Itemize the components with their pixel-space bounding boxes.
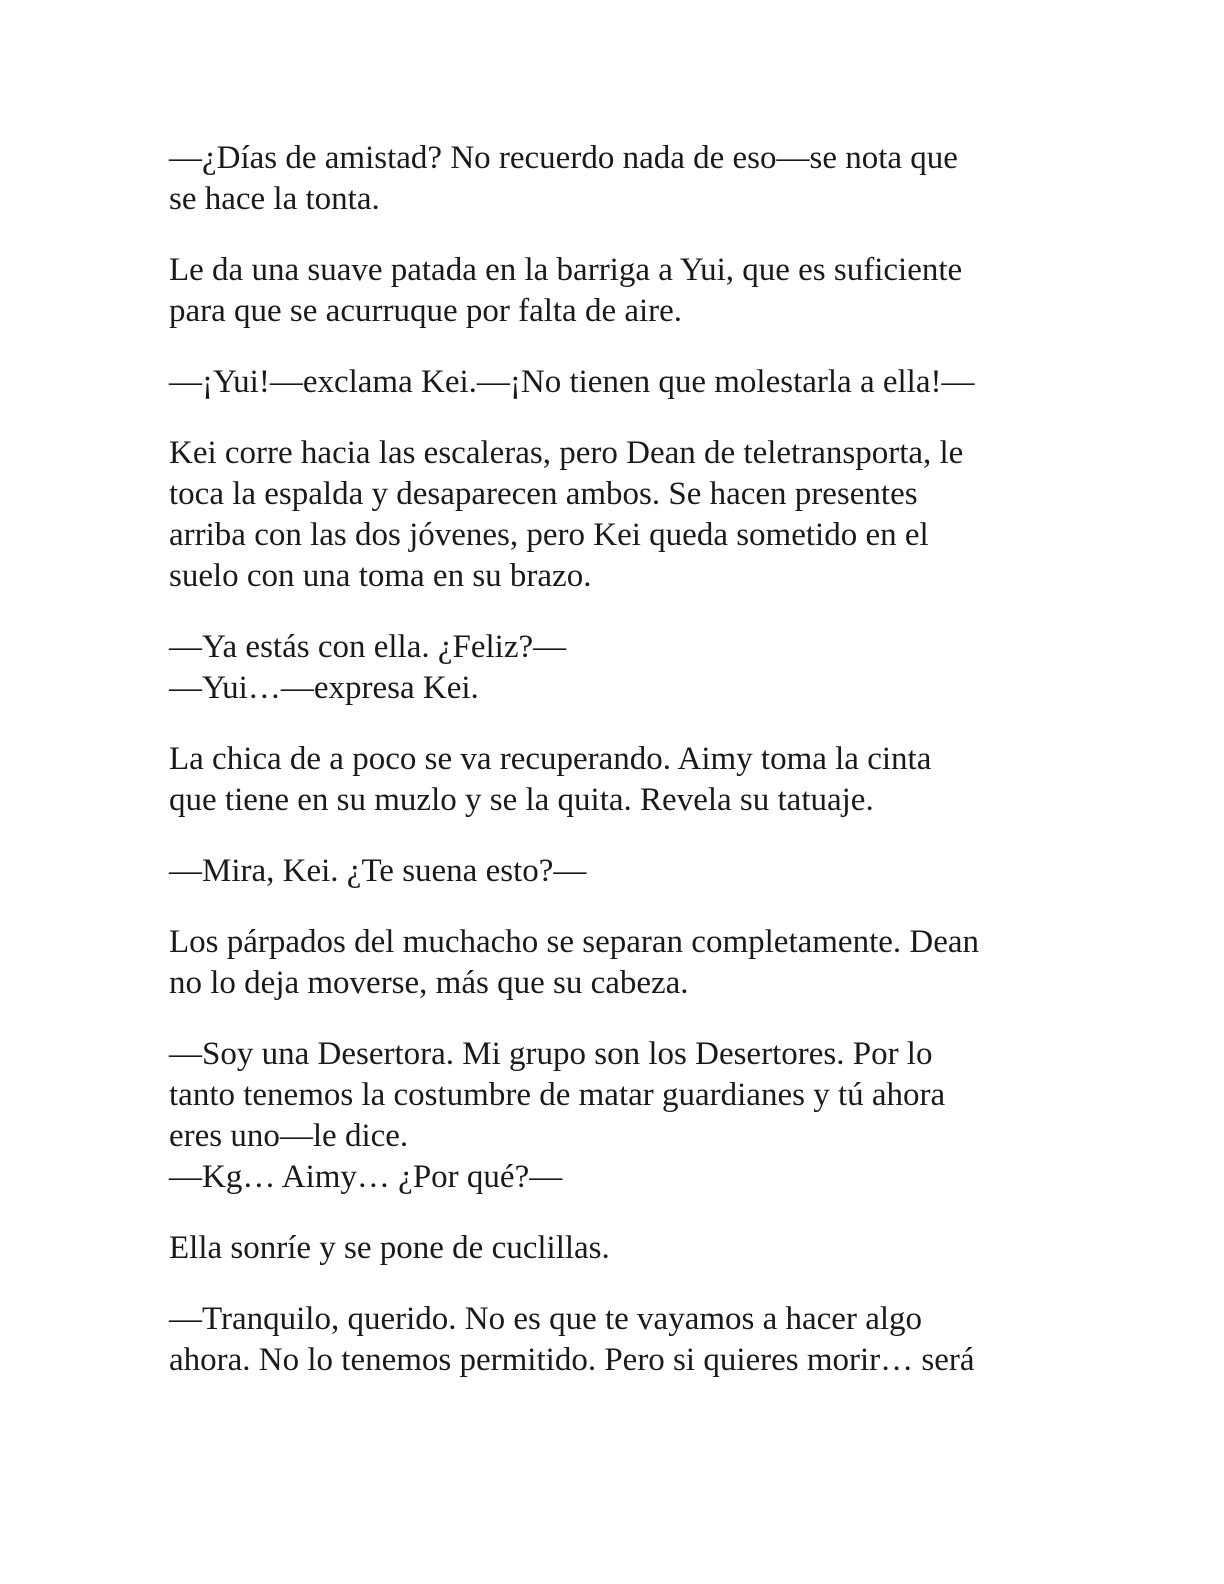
- text-line: suelo con una toma en su brazo.: [169, 558, 592, 594]
- text-line: ahora. No lo tenemos permitido. Pero si quieres morir… será: [169, 1342, 975, 1378]
- paragraph: [169, 362, 1059, 403]
- paragraph: [169, 250, 1059, 332]
- text-line: —Tranquilo, querido. No es que te vayamos a hacer algo: [169, 1301, 923, 1337]
- text-line: —Ya estás con ella. ¿Feliz?—: [169, 629, 567, 665]
- text-line: arriba con las dos jóvenes, pero Kei queda sometido en el: [169, 517, 929, 553]
- paragraph: [169, 851, 1059, 892]
- text-line: que tiene en su muzlo y se la quita. Revela su tatuaje.: [169, 782, 874, 818]
- text-line: no lo deja moverse, más que su cabeza.: [169, 965, 689, 1001]
- text-line: —Yui…—expresa Kei.: [169, 670, 479, 706]
- body-text: [169, 138, 1059, 1411]
- paragraph: [169, 922, 1059, 1004]
- paragraph: [169, 138, 1059, 220]
- text-line: Kei corre hacia las escaleras, pero Dean de teletransporta, le: [169, 435, 964, 471]
- paragraph: [169, 627, 1059, 709]
- text-line: tanto tenemos la costumbre de matar guardianes y tú ahora: [169, 1077, 946, 1113]
- paragraph: [169, 1299, 1059, 1381]
- text-line: —¡Yui!—exclama Kei.—¡No tienen que molestarla a ella!—: [169, 364, 975, 400]
- text-line: para que se acurruque por falta de aire.: [169, 293, 683, 329]
- text-line: —Mira, Kei. ¿Te suena esto?—: [169, 853, 587, 889]
- text-line: Los párpados del muchacho se separan completamente. Dean: [169, 924, 980, 960]
- text-line: eres uno—le dice.: [169, 1118, 409, 1154]
- paragraph: [169, 433, 1059, 597]
- text-line: —Soy una Desertora. Mi grupo son los Desertores. Por lo: [169, 1036, 933, 1072]
- text-line: La chica de a poco se va recuperando. Aimy toma la cinta: [169, 741, 932, 777]
- paragraph: [169, 1034, 1059, 1198]
- paragraph: [169, 1228, 1059, 1269]
- text-line: —Kg… Aimy… ¿Por qué?—: [169, 1159, 563, 1195]
- text-line: Le da una suave patada en la barriga a Yui, que es suficiente: [169, 252, 963, 288]
- text-line: Ella sonríe y se pone de cuclillas.: [169, 1230, 610, 1266]
- text-line: —¿Días de amistad? No recuerdo nada de eso—se nota que: [169, 140, 958, 176]
- paragraph: [169, 739, 1059, 821]
- text-line: se hace la tonta.: [169, 181, 380, 217]
- text-line: toca la espalda y desaparecen ambos. Se hacen presentes: [169, 476, 918, 512]
